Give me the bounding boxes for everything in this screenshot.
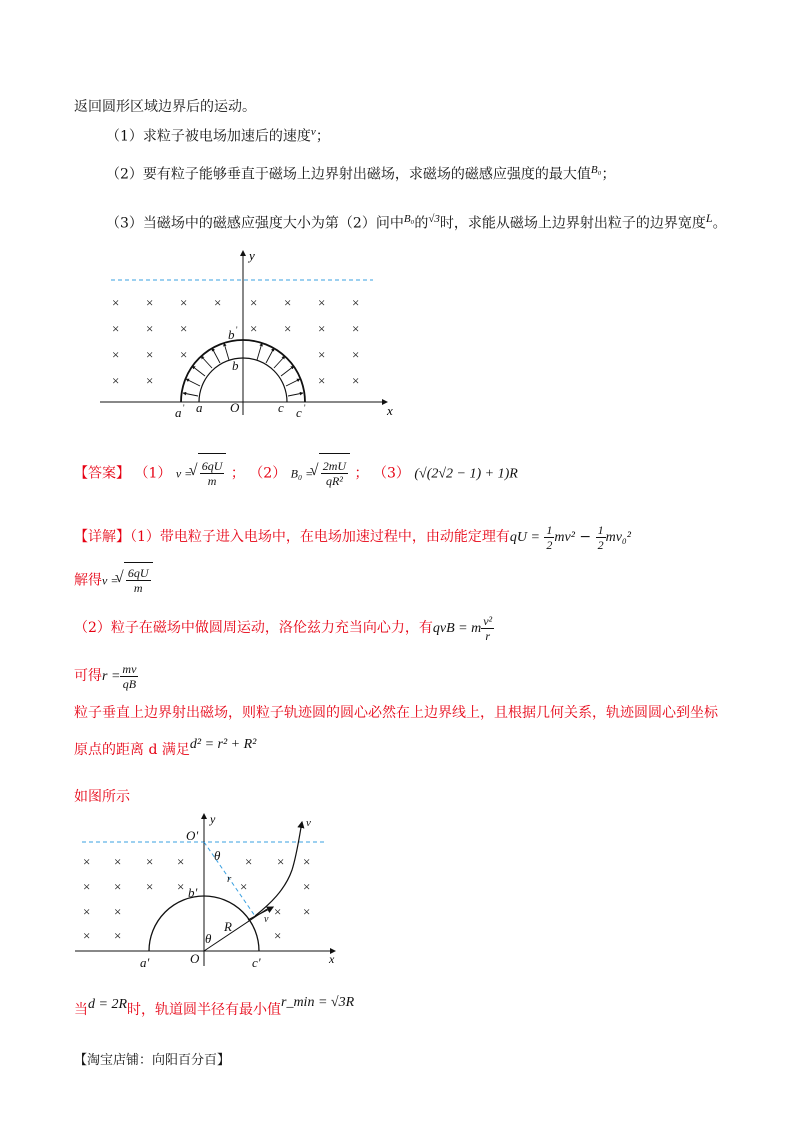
velocity-arrow (248, 907, 273, 920)
detail-line-6 (74, 737, 257, 761)
label-v-top: v (306, 817, 311, 829)
detail-line-5: 粒子垂直上边界射出磁场，则粒子轨迹圆的圆心必然在上边界线上，且根据几何关系，轨迹圆圆心到坐标 (74, 705, 718, 721)
question-2 (106, 160, 615, 185)
result-v-root (124, 562, 153, 599)
question-1-text: （1）求粒子被电场加速后的速度 (106, 128, 311, 145)
label-b: b (232, 358, 239, 373)
cross: × (114, 904, 122, 919)
prime-mark: ' (304, 403, 306, 413)
cross: × (274, 904, 282, 919)
answer-line (74, 453, 518, 493)
answer-separator-1: ； (230, 465, 245, 482)
cross: × (177, 854, 185, 869)
min-radius-eq: r_min = √3R (281, 995, 355, 1010)
cross: × (112, 373, 120, 388)
cross: × (112, 295, 120, 310)
cross: × (146, 295, 154, 310)
cross: × (146, 854, 154, 869)
cross: × (146, 373, 154, 388)
half-fraction (596, 523, 606, 552)
cross: × (274, 928, 282, 943)
cross: × (177, 879, 185, 894)
energy-eq-lhs: qU = (509, 530, 540, 545)
cross: × (245, 854, 253, 869)
cross: × (352, 373, 360, 388)
detail-line-2 (74, 562, 153, 599)
label-origin: O (190, 951, 200, 966)
detail-tag: 【详解】 (74, 529, 130, 545)
detail-line-4-text: 可得 (74, 668, 102, 684)
label-theta-top: θ (214, 848, 221, 863)
min-radius-pre: 当 (74, 1002, 88, 1018)
energy-eq-mv02: mv₀² (605, 530, 631, 545)
detail-line-1-text: （1）带电粒子进入电场中，在电场加速过程中，由动能定理有 (130, 529, 510, 545)
magnetic-field-crosses (112, 295, 359, 388)
cross: × (83, 854, 91, 869)
answer-v-denominator: m (207, 474, 217, 489)
cross: × (114, 879, 122, 894)
detail-line-7: 如图所示 (74, 789, 130, 805)
question-3 (106, 208, 727, 234)
label-c-prime: c (296, 405, 302, 420)
cross: × (352, 321, 360, 336)
label-r: r (227, 873, 232, 885)
label-b-prime: b' (188, 885, 198, 900)
x-axis-label: x (387, 403, 393, 418)
label-a-prime: a' (140, 955, 150, 970)
result-v-numerator: √ 6qU (127, 566, 149, 581)
lorentz-numerator: v² (483, 613, 493, 628)
cross: × (146, 879, 154, 894)
cross: × (318, 321, 326, 336)
cross: × (250, 295, 258, 310)
lorentz-denominator: r (485, 628, 491, 643)
answer-v-lhs: v = (175, 466, 193, 481)
answer-b0-lhs: B₀ = (290, 466, 314, 481)
detail-line-4 (74, 658, 138, 695)
cross: × (277, 854, 285, 869)
result-v-lhs: v = (102, 573, 119, 588)
question-1-var: v (310, 126, 316, 138)
cross: × (146, 347, 154, 362)
half-denominator: 2 (546, 537, 553, 552)
footer-shop: 【淘宝店铺：向阳百分百】 (74, 1053, 231, 1068)
lorentz-fraction (481, 614, 494, 643)
cross: × (180, 321, 188, 336)
condition-eq: d = 2R (88, 997, 127, 1012)
prime-mark: ' (236, 325, 238, 335)
cross: × (83, 928, 91, 943)
question-3-var-sqrt3: √3 (428, 213, 440, 225)
label-radius-R: R (224, 919, 232, 934)
lorentz-eq-lhs: qvB = m (432, 621, 482, 636)
label-c: c (278, 400, 284, 415)
radius-denominator: qB (122, 676, 137, 691)
cross: × (146, 321, 154, 336)
label-b-prime: b (228, 327, 235, 342)
cross: × (112, 347, 120, 362)
answer-v-numerator: √ 6qU (201, 459, 223, 474)
answer-part-1: （1） (134, 465, 172, 482)
label-c-prime: c' (252, 955, 261, 970)
cross: × (114, 854, 122, 869)
distance-eq: d² = r² + R² (189, 737, 257, 752)
cross: × (318, 373, 326, 388)
label-theta-bottom: θ (205, 931, 212, 946)
cross: × (112, 321, 120, 336)
cross: × (83, 904, 91, 919)
cross: × (318, 295, 326, 310)
answer-b0-numerator: √ 2mU (322, 459, 347, 474)
x-axis-label: x (329, 952, 335, 966)
label-origin: O (230, 400, 240, 415)
half-denominator: 2 (597, 537, 604, 552)
question-3-text-b: 的 (414, 215, 429, 232)
cross: × (180, 347, 188, 362)
half-numerator: 1 (597, 522, 604, 537)
answer-b0-denominator: qR² (325, 474, 343, 489)
cross: × (180, 295, 188, 310)
y-axis-label: y (249, 248, 255, 263)
energy-eq-mv2: mv² (554, 530, 575, 545)
question-1-end: ； (315, 128, 330, 145)
answer-separator-2: ； (354, 465, 369, 482)
cross: × (303, 854, 311, 869)
detail-line-1 (74, 522, 631, 553)
cross: × (114, 928, 122, 943)
question-2-end: ； (601, 166, 616, 183)
radius-fraction (120, 662, 138, 691)
intro-line: 返回圆形区域边界后的运动。 (74, 99, 256, 115)
answer-part-3-value: (√(2√2 − 1) + 1)R (414, 466, 518, 482)
answer-v-root (198, 453, 227, 494)
radius-numerator: mv (122, 661, 137, 676)
half-fraction (544, 523, 554, 552)
radius-eq-lhs: r = (102, 669, 121, 684)
cross: × (250, 321, 258, 336)
figure-1 (95, 245, 400, 425)
cross: × (352, 295, 360, 310)
min-radius-mid: 时，轨道圆半径有最小值 (127, 1002, 281, 1018)
question-2-var: B₀ (590, 164, 602, 176)
particle-trajectory (255, 822, 302, 916)
question-3-text-a: （3）当磁场中的磁感应强度大小为第（2）问中 (106, 215, 404, 232)
detail-line-3 (74, 610, 494, 647)
question-3-var-l: L (705, 211, 713, 225)
detail-line-3-text: （2）粒子在磁场中做圆周运动，洛伦兹力充当向心力，有 (74, 620, 433, 636)
y-axis-label: y (210, 812, 216, 826)
label-a: a (196, 400, 203, 415)
half-numerator: 1 (546, 522, 553, 537)
question-3-var-b0: B₀ (403, 213, 415, 225)
cross: × (284, 295, 292, 310)
cross: × (240, 879, 248, 894)
cross: × (352, 347, 360, 362)
detail-line-2-text: 解得 (74, 572, 102, 589)
prime-mark: ' (183, 403, 185, 413)
detail-line-6-text: 原点的距离 d 满足 (74, 742, 190, 758)
cross: × (214, 295, 222, 310)
answer-part-2: （2） (249, 465, 287, 482)
min-radius-line (74, 995, 355, 1021)
result-v-denominator: m (133, 581, 143, 596)
label-v-small: v (264, 914, 269, 925)
cross: × (318, 347, 326, 362)
cross: × (303, 904, 311, 919)
answer-part-3: （3） (372, 465, 410, 482)
cross: × (284, 321, 292, 336)
energy-eq-minus: − (579, 529, 592, 545)
label-o-prime: O' (186, 828, 199, 843)
cross: × (83, 879, 91, 894)
question-3-text-c: 时，求能从磁场上边界射出粒子的边界宽度 (439, 215, 706, 232)
cross: × (303, 879, 311, 894)
question-1 (106, 122, 330, 147)
figure-2 (70, 808, 350, 978)
label-a-prime: a (175, 405, 182, 420)
question-3-end: 。 (712, 215, 727, 232)
question-2-text: （2）要有粒子能够垂直于磁场上边界射出磁场，求磁场的磁感应强度的最大值 (106, 166, 591, 183)
answer-b0-root (319, 453, 350, 494)
answer-tag: 【答案】 (74, 465, 130, 482)
